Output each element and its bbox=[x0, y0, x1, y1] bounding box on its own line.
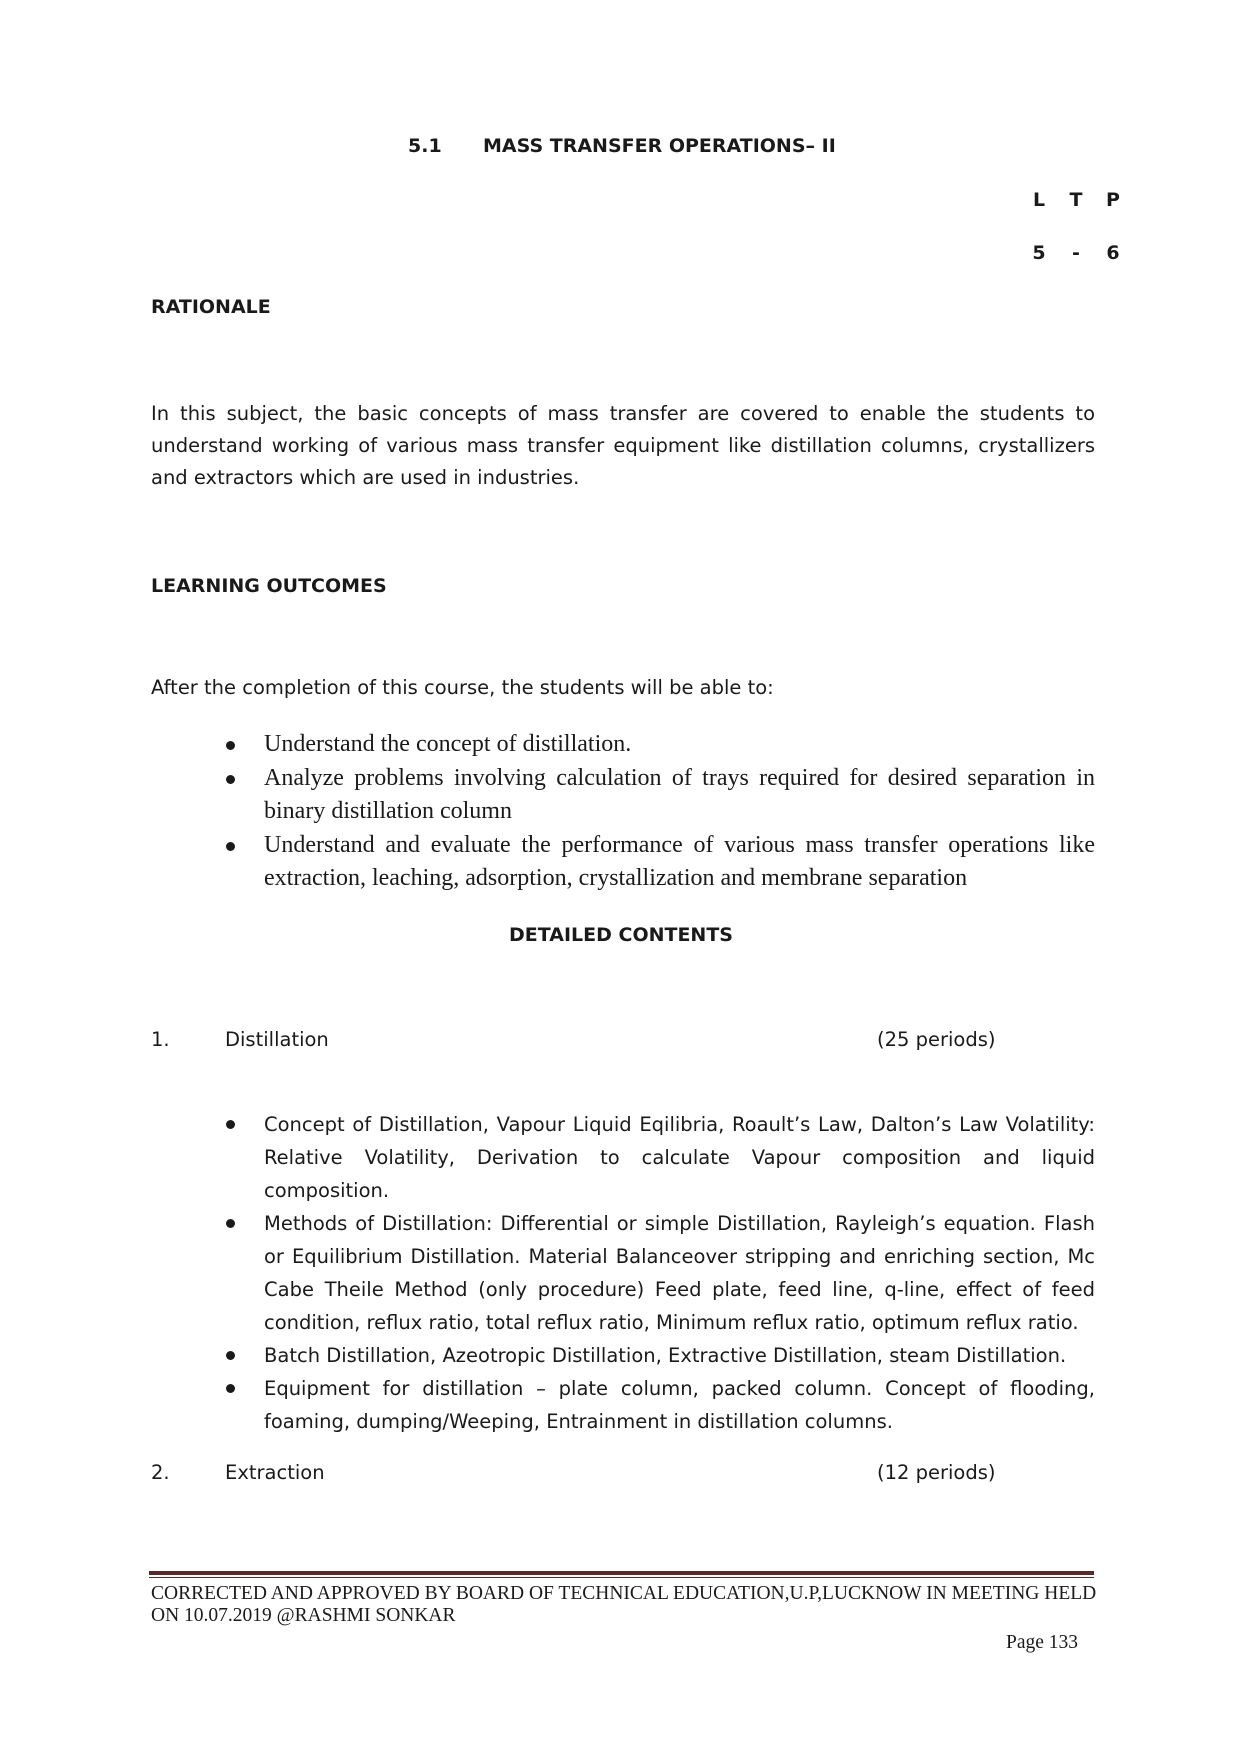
section-number: 5.1 bbox=[408, 135, 442, 157]
course-title: MASS TRANSFER OPERATIONS– II bbox=[483, 135, 836, 157]
detailed-contents-heading bbox=[0, 924, 1240, 946]
list-item bbox=[224, 1207, 1095, 1339]
list-item-text: Methods of Distillation: Differential or simple Distillation, Rayleigh’s equation. Flash or Equilibrium Distillation. Material Balanceover stripping and enriching section, Mc Cabe Theile Method (only procedure) Feed plate, feed line, q-line, effect of feed condition, reflux ratio, total reflux ratio, Minimum reflux ratio, optimum reflux ratio. bbox=[264, 1212, 1095, 1334]
rationale-text: In this subject, the basic concepts of mass transfer are covered to enable the students to understand working of various mass transfer equipment like distillation columns, crystallizers and extractors which are used in industries. bbox=[151, 402, 1095, 489]
learning-outcomes-intro: After the completion of this course, the students will be able to: bbox=[151, 676, 774, 699]
learning-outcomes-list bbox=[224, 728, 1095, 896]
list-item-text: Analyze problems involving calculation of trays required for desired separation in binary distillation column bbox=[264, 764, 1095, 824]
list-item-text: Batch Distillation, Azeotropic Distillation, Extractive Distillation, steam Distillation. bbox=[264, 1344, 1067, 1367]
section-1-topics-list bbox=[224, 1108, 1095, 1438]
list-item bbox=[224, 1108, 1095, 1207]
list-item-text: Understand and evaluate the performance of various mass transfer operations like extraction, leaching, adsorption, crystallization and membrane separation bbox=[264, 831, 1095, 891]
footer-divider-thin bbox=[149, 1577, 1094, 1578]
footer-line-2: ON 10.07.2019 @RASHMI SONKAR bbox=[151, 1605, 456, 1626]
section-2-periods: (12 periods) bbox=[877, 1461, 996, 1484]
ltp-value-l: 5 bbox=[1032, 242, 1046, 264]
ltp-label-p: P bbox=[1106, 189, 1120, 211]
footer-divider-thick bbox=[149, 1571, 1094, 1575]
ltp-value-p: 6 bbox=[1106, 242, 1120, 264]
list-item bbox=[224, 762, 1095, 829]
page-number: Page 133 bbox=[1006, 1632, 1079, 1653]
list-item bbox=[224, 1372, 1095, 1438]
rationale-heading: RATIONALE bbox=[151, 296, 271, 318]
footer-line-1: CORRECTED AND APPROVED BY BOARD OF TECHNICAL EDUCATION,U.P,LUCKNOW IN MEETING HELD bbox=[151, 1583, 1097, 1604]
list-item bbox=[224, 829, 1095, 896]
list-item bbox=[224, 728, 1095, 762]
list-item-text: Equipment for distillation – plate column, packed column. Concept of flooding, foaming, dumping/Weeping, Entrainment in distillation columns. bbox=[264, 1377, 1095, 1433]
learning-outcomes-heading: LEARNING OUTCOMES bbox=[151, 575, 387, 597]
section-2-number: 2. bbox=[151, 1461, 170, 1484]
ltp-value-t: - bbox=[1072, 242, 1080, 264]
list-item-text: Understand the concept of distillation. bbox=[264, 731, 632, 757]
ltp-label-t: T bbox=[1069, 189, 1083, 211]
section-1-number: 1. bbox=[151, 1028, 170, 1051]
section-1-title: Distillation bbox=[225, 1028, 329, 1051]
footer-note bbox=[151, 1583, 1101, 1627]
list-item-text: Concept of Distillation, Vapour Liquid Eqilibria, Roault’s Law, Dalton’s Law Volatility: Relative Volatility, Derivation to calculate Vapour composition and liquid composition. bbox=[264, 1113, 1095, 1202]
section-1-periods: (25 periods) bbox=[877, 1028, 996, 1051]
ltp-label-l: L bbox=[1032, 189, 1046, 211]
section-2-title: Extraction bbox=[225, 1461, 325, 1484]
list-item bbox=[224, 1339, 1095, 1372]
detailed-contents-heading-text: DETAILED CONTENTS bbox=[509, 924, 733, 946]
